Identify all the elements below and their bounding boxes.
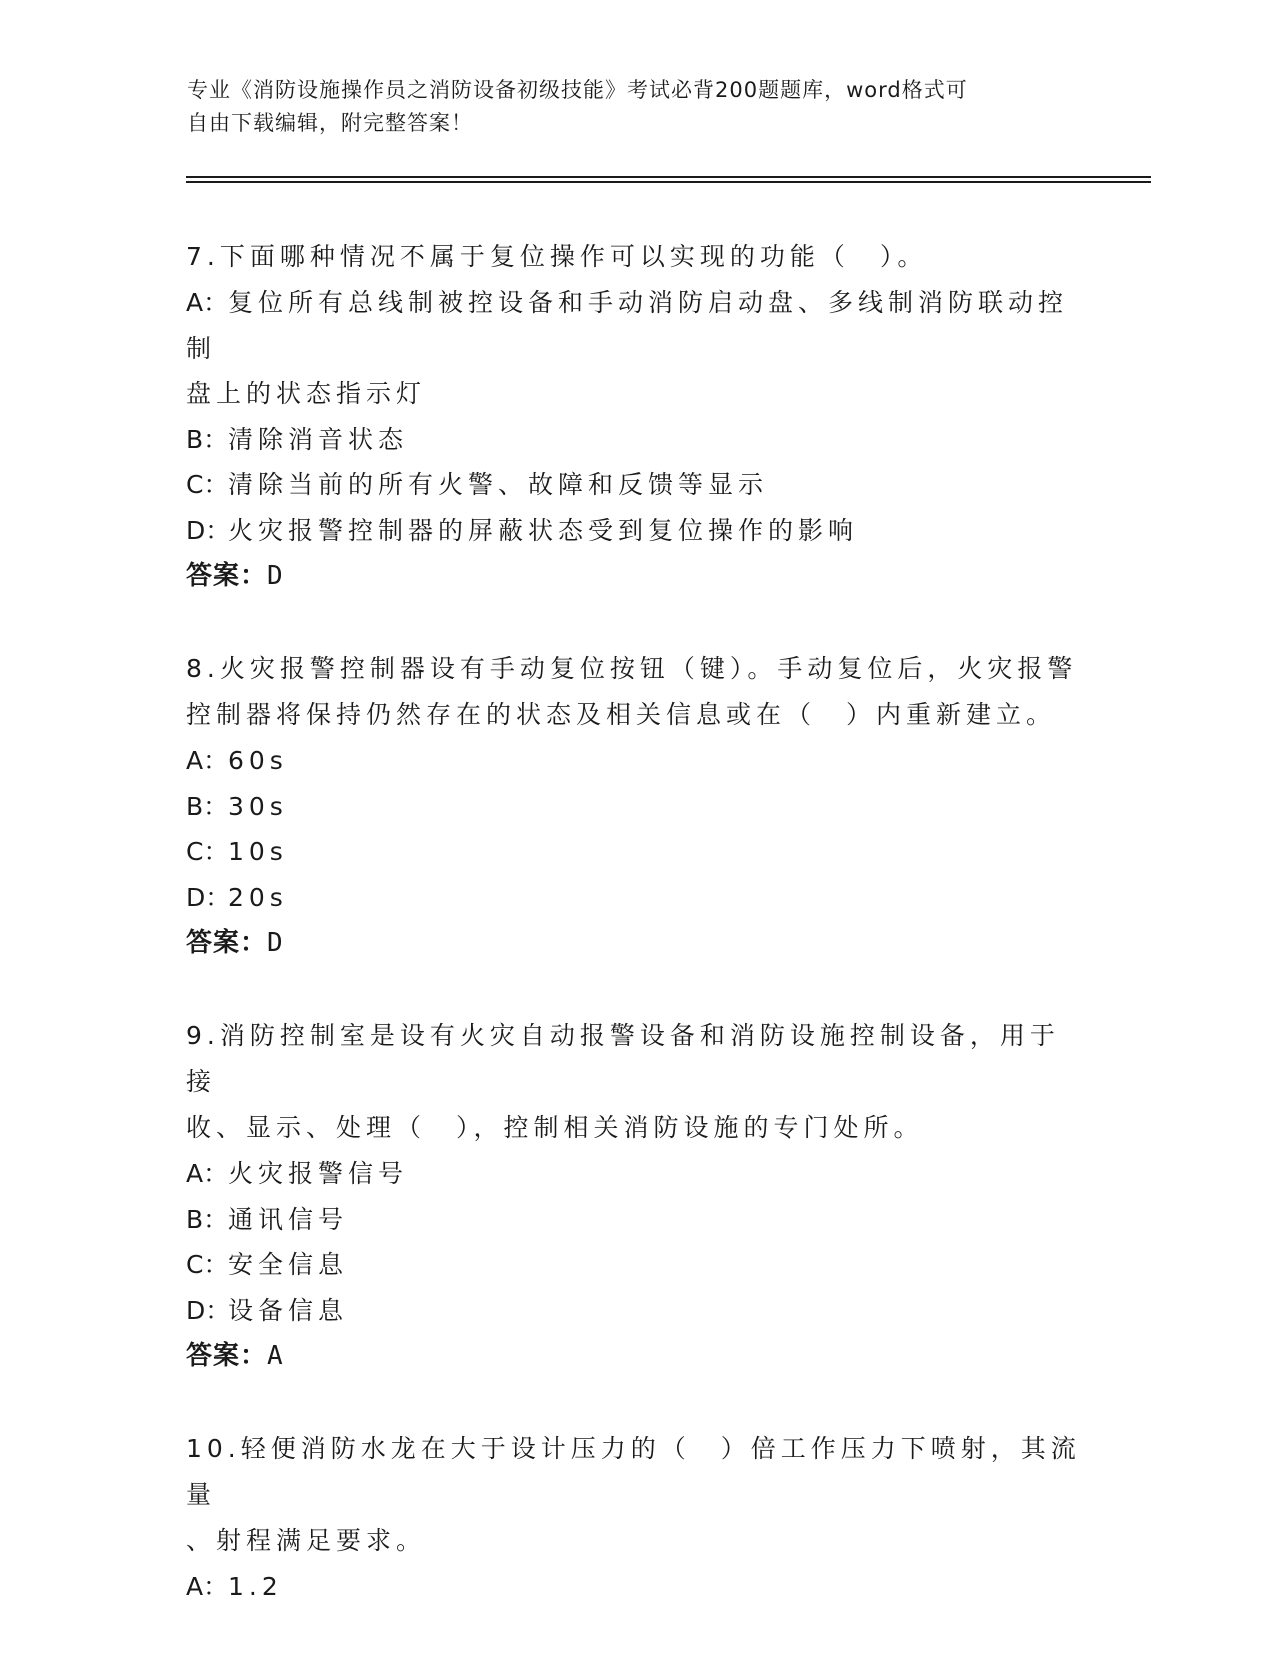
option-key: D： bbox=[186, 1295, 231, 1325]
answer-value: A bbox=[267, 1341, 284, 1371]
question-text: 7.下面哪种情况不属于复位操作可以实现的功能（ ）。 bbox=[186, 242, 928, 271]
document-header bbox=[187, 74, 1087, 140]
option-text: 10s bbox=[228, 837, 288, 866]
option-key: D： bbox=[186, 515, 231, 545]
answer-value: D bbox=[267, 561, 284, 591]
option-a bbox=[186, 1151, 1086, 1197]
question-list bbox=[186, 234, 1086, 1657]
answer bbox=[186, 553, 1086, 599]
question-text: 10.轻便消防水龙在大于设计压力的（ ）倍工作压力下喷射，其流量 bbox=[186, 1434, 1081, 1509]
option-text: 60s bbox=[228, 746, 288, 775]
option-key: B： bbox=[186, 1204, 229, 1234]
option-text: 清除消音状态 bbox=[228, 424, 409, 454]
option-a bbox=[186, 280, 1086, 371]
header-line-1: 专业《消防设施操作员之消防设备初级技能》考试必背200题题库，word格式可 bbox=[187, 78, 968, 102]
answer-value: D bbox=[267, 928, 284, 958]
question-text: 9.消防控制室是设有火灾自动报警设备和消防设施控制设备，用于接 bbox=[186, 1021, 1060, 1096]
option-a-continued: 盘上的状态指示灯 bbox=[186, 379, 427, 408]
option-key: C： bbox=[186, 837, 229, 866]
option-text: 火灾报警控制器的屏蔽状态受到复位操作的影响 bbox=[228, 515, 859, 545]
option-text: 清除当前的所有火警、故障和反馈等显示 bbox=[228, 470, 769, 499]
answer-label: 答案： bbox=[186, 1341, 268, 1371]
option-text: 设备信息 bbox=[228, 1295, 349, 1325]
option-text: 安全信息 bbox=[228, 1250, 349, 1279]
option-text: 复位所有总线制被控设备和手动消防启动盘、多线制消防联动控制 bbox=[186, 288, 1069, 363]
option-a bbox=[186, 1564, 1086, 1610]
option-text: 火灾报警信号 bbox=[228, 1159, 409, 1188]
option-key: A： bbox=[186, 746, 229, 775]
option-text: 30s bbox=[228, 791, 288, 821]
question-7 bbox=[186, 234, 1086, 599]
option-key: D： bbox=[186, 882, 231, 912]
answer bbox=[186, 920, 1086, 966]
option-key: C： bbox=[186, 470, 229, 499]
option-d bbox=[186, 875, 1086, 921]
option-key: B： bbox=[186, 791, 229, 821]
option-key: C： bbox=[186, 1250, 229, 1279]
answer-label: 答案： bbox=[186, 928, 268, 958]
question-10 bbox=[186, 1426, 1086, 1610]
option-key: A： bbox=[186, 1159, 229, 1188]
option-key: B： bbox=[186, 424, 229, 454]
option-key: A： bbox=[186, 1572, 229, 1601]
question-text-continued: 、射程满足要求。 bbox=[186, 1526, 427, 1555]
option-text: 通讯信号 bbox=[228, 1204, 349, 1234]
option-key: A： bbox=[186, 288, 229, 317]
header-divider-bottom bbox=[186, 181, 1151, 183]
answer bbox=[186, 1333, 1086, 1379]
question-text: 8.火灾报警控制器设有手动复位按钮（键）。手动复位后，火灾报警 bbox=[186, 654, 1078, 683]
option-d bbox=[186, 508, 1086, 554]
question-9 bbox=[186, 1013, 1086, 1379]
option-text: 1.2 bbox=[228, 1572, 283, 1601]
header-line-2: 自由下载编辑，附完整答案！ bbox=[187, 111, 473, 135]
question-8 bbox=[186, 646, 1086, 966]
option-text: 20s bbox=[228, 882, 288, 912]
option-b bbox=[186, 1197, 1086, 1243]
option-c bbox=[186, 829, 1086, 875]
option-b bbox=[186, 784, 1086, 830]
question-text-continued: 控制器将保持仍然存在的状态及相关信息或在（ ）内重新建立。 bbox=[186, 700, 1057, 729]
option-c bbox=[186, 462, 1086, 508]
header-divider-top bbox=[186, 176, 1151, 178]
question-text-continued: 收、显示、处理（ ），控制相关消防设施的专门处所。 bbox=[186, 1113, 924, 1142]
option-a bbox=[186, 738, 1086, 784]
option-b bbox=[186, 417, 1086, 463]
answer-label: 答案： bbox=[186, 561, 268, 591]
option-c bbox=[186, 1242, 1086, 1288]
option-d bbox=[186, 1288, 1086, 1334]
